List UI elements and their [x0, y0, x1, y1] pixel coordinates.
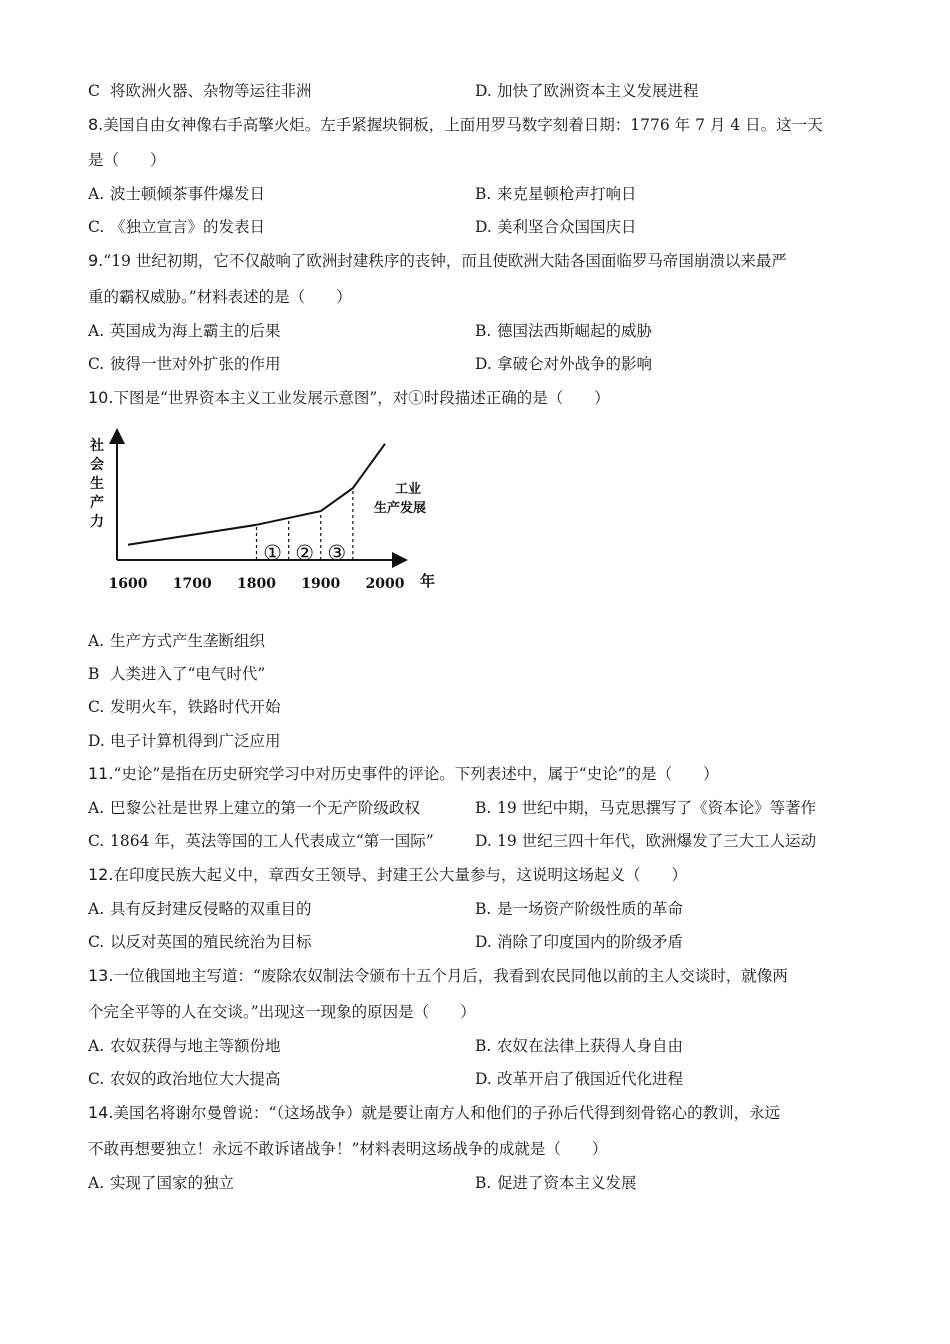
question-text: 个完全平等的人在交谈。”出现这一现象的原因是（ ） [88, 1003, 476, 1021]
q8-option-c [88, 217, 265, 237]
option-letter: C. [88, 1070, 105, 1088]
option-letter: C. [88, 832, 105, 850]
q8-option-d [475, 217, 637, 237]
period-label: ③ [327, 541, 347, 565]
option-text: 英国成为海上霸主的后果 [110, 322, 281, 340]
option-text: 电子计算机得到广泛应用 [110, 732, 281, 750]
option-letter: D. [475, 832, 492, 850]
q10-option-d [88, 731, 281, 751]
x-axis-unit: 年 [420, 572, 436, 590]
option-text: 人类进入了“电气时代” [110, 665, 266, 683]
question-text: “史论”是指在历史研究学习中对历史事件的评论。下列表述中，属于“史论”的是（ ） [113, 765, 719, 783]
q13-option-d [475, 1069, 683, 1089]
option-letter: D. [475, 933, 492, 951]
x-tick-label: 1900 [301, 576, 341, 592]
option-text: 农奴的政治地位大大提高 [110, 1070, 281, 1088]
q12-option-c [88, 932, 312, 952]
question-number: 14. [88, 1103, 114, 1122]
option-text: 彼得一世对外扩张的作用 [110, 355, 281, 373]
question-number: 9. [88, 251, 104, 270]
y-axis-label-char: 生 [90, 476, 104, 492]
q10-option-b [88, 664, 265, 684]
q11-option-a [88, 798, 420, 818]
period-label: ② [295, 541, 315, 565]
option-text: 《独立宣言》的发表日 [110, 218, 266, 236]
option-letter: D. [475, 218, 492, 236]
option-text: 波士顿倾茶事件爆发日 [110, 185, 266, 203]
x-tick-label: 1800 [237, 576, 276, 592]
q9-option-c [88, 354, 281, 374]
curve-label-line: 生产发展 [373, 501, 427, 516]
q11-stem [88, 764, 719, 784]
option-letter: D. [475, 1070, 492, 1088]
option-letter: A. [88, 1037, 105, 1055]
option-letter: A. [88, 322, 105, 340]
q9-stem-line1 [88, 251, 787, 271]
question-number: 11. [88, 764, 114, 783]
option-letter: C. [88, 698, 105, 716]
option-letter: B. [475, 900, 492, 918]
industry-development-chart [88, 420, 448, 600]
q12-option-d [475, 932, 683, 952]
q13-stem-line2 [88, 1002, 476, 1022]
option-text: 改革开启了俄国近代化进程 [497, 1070, 684, 1088]
q14-stem-line2 [88, 1139, 607, 1159]
question-text: 美国自由女神像右手高擎火炬。左手紧握块铜板，上面用罗马数字刻着日期：1776 年 7 月 4 日。这一天 [103, 116, 823, 134]
option-letter: C [88, 82, 100, 100]
q12-option-a [88, 899, 312, 919]
question-text: 下图是“世界资本主义工业发展示意图”，对①时段描述正确的是（ ） [113, 389, 610, 407]
question-number: 8. [88, 115, 104, 134]
option-letter: B. [475, 799, 492, 817]
q13-option-c [88, 1069, 281, 1089]
option-text: 巴黎公社是世界上建立的第一个无产阶级政权 [110, 799, 421, 817]
option-text: 19 世纪中期，马克思撰写了《资本论》等著作 [497, 799, 817, 817]
y-axis-label-char: 社 [90, 438, 104, 454]
q9-option-a [88, 321, 281, 341]
option-text: 1864 年，英法等国的工人代表成立“第一国际” [110, 832, 434, 850]
option-letter: C. [88, 218, 105, 236]
option-letter: B. [475, 185, 492, 203]
x-tick-label: 1600 [108, 576, 148, 592]
option-letter: B. [475, 1037, 492, 1055]
option-text: 消除了印度国内的阶级矛盾 [497, 933, 684, 951]
q10-option-c [88, 697, 281, 717]
q8-option-a [88, 184, 265, 204]
question-number: 13. [88, 966, 114, 985]
q9-option-d [475, 354, 652, 374]
option-text: 发明火车，铁路时代开始 [110, 698, 281, 716]
x-tick-label: 1700 [172, 576, 212, 592]
question-text: 不敢再想要独立！永远不敢诉诸战争！”材料表明这场战争的成就是（ ） [88, 1140, 608, 1158]
option-text: 促进了资本主义发展 [497, 1174, 637, 1192]
option-letter: B. [475, 322, 492, 340]
option-text: 加快了欧洲资本主义发展进程 [497, 82, 699, 100]
question-number: 12. [88, 865, 114, 884]
option-text: 是一场资产阶级性质的革命 [497, 900, 684, 918]
question-text: “19 世纪初期，它不仅敲响了欧洲封建秩序的丧钟，而且使欧洲大陆各国面临罗马帝国崩溃以来最严 [103, 252, 787, 270]
y-axis-label-char: 会 [90, 457, 104, 473]
q13-stem-line1 [88, 966, 788, 986]
option-letter: A. [88, 799, 105, 817]
q9-option-b [475, 321, 652, 341]
curve-label [374, 482, 426, 516]
q13-option-a [88, 1036, 281, 1056]
option-text: 农奴获得与地主等额份地 [110, 1037, 281, 1055]
option-text: 具有反封建反侵略的双重目的 [110, 900, 312, 918]
x-tick-label: 2000 [365, 576, 405, 592]
q7-option-d [475, 81, 699, 101]
q12-stem [88, 865, 687, 885]
q13-option-b [475, 1036, 683, 1056]
question-text: 一位俄国地主写道：“废除农奴制法令颁布十五个月后，我看到农民同他以前的主人交谈时，就像两 [113, 967, 788, 985]
question-text: 在印度民族大起义中，章西女王领导、封建王公大量参与，这说明这场起义（ ） [113, 866, 687, 884]
option-text: 来克星顿枪声打响日 [497, 185, 637, 203]
option-letter: B [88, 665, 100, 683]
y-axis-label [89, 437, 104, 530]
option-letter: D. [475, 355, 492, 373]
option-text: 19 世纪三四十年代，欧洲爆发了三大工人运动 [497, 832, 817, 850]
question-text: 是（ ） [88, 151, 166, 169]
q12-option-b [475, 899, 683, 919]
option-letter: A. [88, 632, 105, 650]
option-text: 生产方式产生垄断组织 [110, 632, 266, 650]
question-number: 10. [88, 388, 114, 407]
q11-option-b [475, 798, 816, 818]
option-text: 将欧洲火器、杂物等运往非洲 [110, 82, 312, 100]
q9-stem-line2 [88, 287, 352, 307]
option-letter: A. [88, 1174, 105, 1192]
option-text: 德国法西斯崛起的威胁 [497, 322, 653, 340]
option-text: 美利坚合众国国庆日 [497, 218, 637, 236]
curve-label-line: 工业 [394, 482, 422, 497]
q11-option-d [475, 831, 816, 851]
q14-option-a [88, 1173, 234, 1193]
option-text: 拿破仑对外战争的影响 [497, 355, 653, 373]
option-letter: B. [475, 1174, 492, 1192]
q8-option-b [475, 184, 637, 204]
q11-option-c [88, 831, 434, 851]
option-letter: D. [88, 732, 105, 750]
option-letter: D. [475, 82, 492, 100]
q7-option-c [88, 81, 312, 101]
y-axis-label-char: 力 [90, 514, 104, 530]
option-letter: A. [88, 900, 105, 918]
option-letter: C. [88, 933, 105, 951]
option-text: 农奴在法律上获得人身自由 [497, 1037, 684, 1055]
question-text: 重的霸权威胁。”材料表述的是（ ） [88, 288, 352, 306]
q10-option-a [88, 631, 265, 651]
q14-stem-line1 [88, 1103, 780, 1123]
option-text: 实现了国家的独立 [110, 1174, 235, 1192]
y-axis-label-char: 产 [90, 495, 104, 511]
q8-stem-line1 [88, 115, 823, 135]
question-text: 美国名将谢尔曼曾说：“（这场战争）就是要让南方人和他们的子孙后代得到刻骨铭心的教训，永远 [113, 1104, 781, 1122]
q10-stem [88, 388, 610, 408]
q14-option-b [475, 1173, 637, 1193]
period-label: ① [263, 541, 282, 565]
option-letter: C. [88, 355, 105, 373]
q8-stem-line2 [88, 150, 166, 170]
option-text: 以反对英国的殖民统治为目标 [110, 933, 312, 951]
option-letter: A. [88, 185, 105, 203]
